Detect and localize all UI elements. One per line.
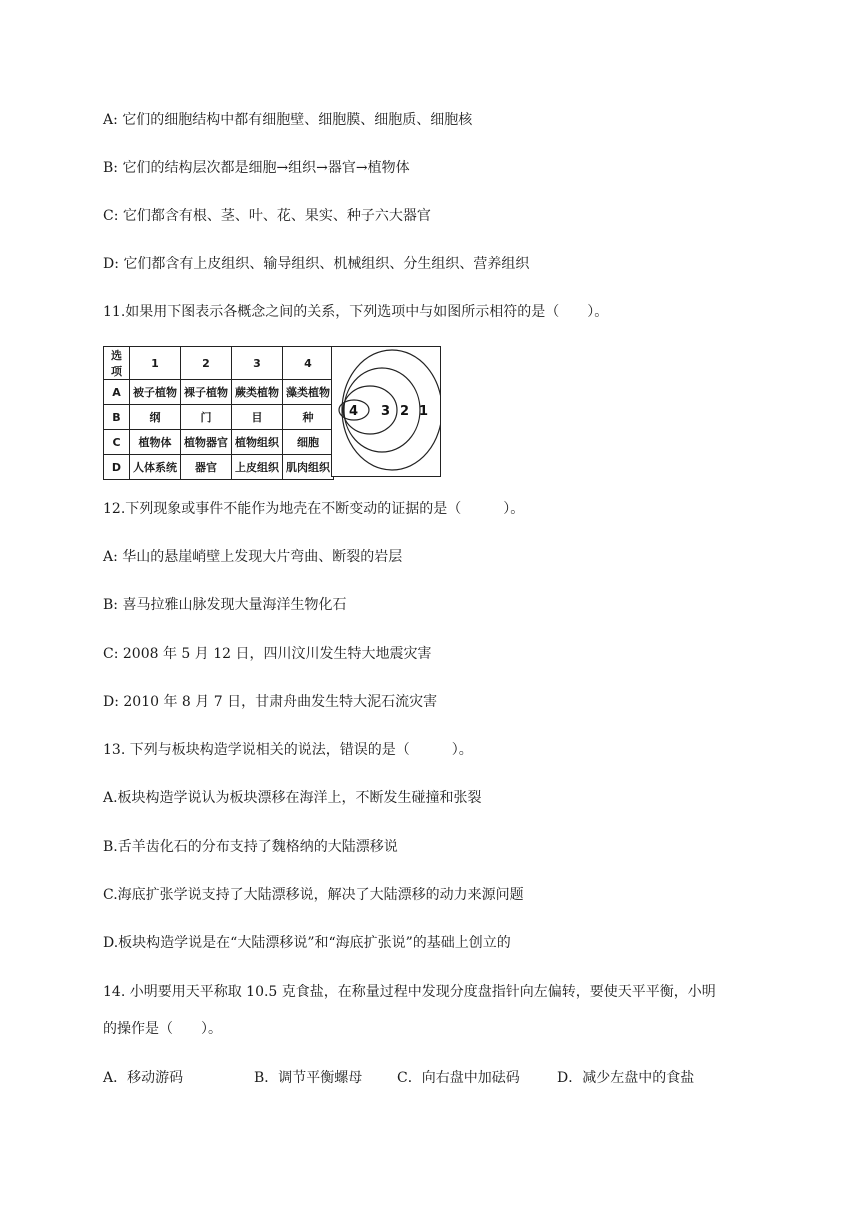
q11-options-table: [103, 346, 334, 480]
q10-option-b: B: 它们的结构层次都是细胞→组织→器官→植物体: [103, 160, 410, 176]
q14-option-c: C．向右盘中加砝码: [397, 1070, 520, 1086]
table-row: [104, 430, 334, 455]
table-cell: 门: [181, 405, 232, 430]
circle-label-1: 1: [419, 404, 429, 419]
q12-option-d: D: 2010 年 8 月 7 日，甘肃舟曲发生特大泥石流灾害: [103, 694, 438, 710]
table-cell: 种: [283, 405, 334, 430]
circle-label-4: 4: [349, 404, 359, 419]
table-header-row: [104, 347, 334, 380]
table-cell: 纲: [130, 405, 181, 430]
table-cell: D: [104, 455, 130, 480]
table-header-cell: 2: [181, 347, 232, 380]
table-cell: 肌肉组织: [283, 455, 334, 480]
nested-circles-figure: [332, 347, 440, 476]
q14-option-b: B．调节平衡螺母: [254, 1070, 363, 1086]
q14-stem-line2: 的操作是（ ）。: [103, 1021, 222, 1037]
table-cell: 植物体: [130, 430, 181, 455]
table-cell: 裸子植物: [181, 380, 232, 405]
circle-label-2: 2: [400, 404, 410, 419]
q13-option-b: B.舌羊齿化石的分布支持了魏格纳的大陆漂移说: [103, 839, 398, 855]
q12-option-c: C: 2008 年 5 月 12 日，四川汶川发生特大地震灾害: [103, 646, 432, 662]
table-header-cell: 1: [130, 347, 181, 380]
table-cell: A: [104, 380, 130, 405]
q14-stem-line1: 14. 小明要用天平称取 10.5 克食盐，在称量过程中发现分度盘指针向左偏转，要使天平平衡，小明: [103, 984, 716, 1000]
table-header-cell: 3: [232, 347, 283, 380]
table-cell: 植物组织: [232, 430, 283, 455]
q13-option-a: A.板块构造学说认为板块漂移在海洋上，不断发生碰撞和张裂: [103, 790, 482, 806]
table-cell: 人体系统: [130, 455, 181, 480]
table-cell: 蕨类植物: [232, 380, 283, 405]
table-cell: 植物器官: [181, 430, 232, 455]
q12-option-b: B: 喜马拉雅山脉发现大量海洋生物化石: [103, 597, 347, 613]
q11-diagram: [103, 346, 441, 477]
q11-stem: 11.如果用下图表示各概念之间的关系，下列选项中与如图所示相符的是（ ）。: [103, 304, 609, 320]
q14-option-d: D．减少左盘中的食盐: [557, 1070, 695, 1086]
q10-option-d: D: 它们都含有上皮组织、输导组织、机械组织、分生组织、营养组织: [103, 256, 530, 272]
q12-option-a: A: 华山的悬崖峭壁上发现大片弯曲、断裂的岩层: [103, 549, 403, 565]
table-header-cell: 4: [283, 347, 334, 380]
q10-option-a: A: 它们的细胞结构中都有细胞壁、细胞膜、细胞质、细胞核: [103, 112, 473, 128]
table-row: [104, 455, 334, 480]
q14-option-a: A．移动游码: [103, 1070, 184, 1086]
q13-stem: 13. 下列与板块构造学说相关的说法，错误的是（ ）。: [103, 742, 473, 758]
q13-option-d: D.板块构造学说是在“大陆漂移说”和“海底扩张说”的基础上创立的: [103, 935, 511, 951]
table-cell: C: [104, 430, 130, 455]
table-cell: 细胞: [283, 430, 334, 455]
table-row: [104, 405, 334, 430]
nested-circles-panel: [331, 346, 441, 477]
q13-option-c: C.海底扩张学说支持了大陆漂移说，解决了大陆漂移的动力来源问题: [103, 887, 524, 903]
table-cell: B: [104, 405, 130, 430]
table-cell: 上皮组织: [232, 455, 283, 480]
table-cell: 被子植物: [130, 380, 181, 405]
table-row: [104, 380, 334, 405]
table-cell: 器官: [181, 455, 232, 480]
table-cell: 目: [232, 405, 283, 430]
circle-label-3: 3: [381, 404, 391, 419]
table-cell: 藻类植物: [283, 380, 334, 405]
q12-stem: 12.下列现象或事件不能作为地壳在不断变动的证据的是（ ）。: [103, 501, 525, 517]
q10-option-c: C: 它们都含有根、茎、叶、花、果实、种子六大器官: [103, 208, 431, 224]
table-header-cell: 选项: [104, 347, 130, 380]
